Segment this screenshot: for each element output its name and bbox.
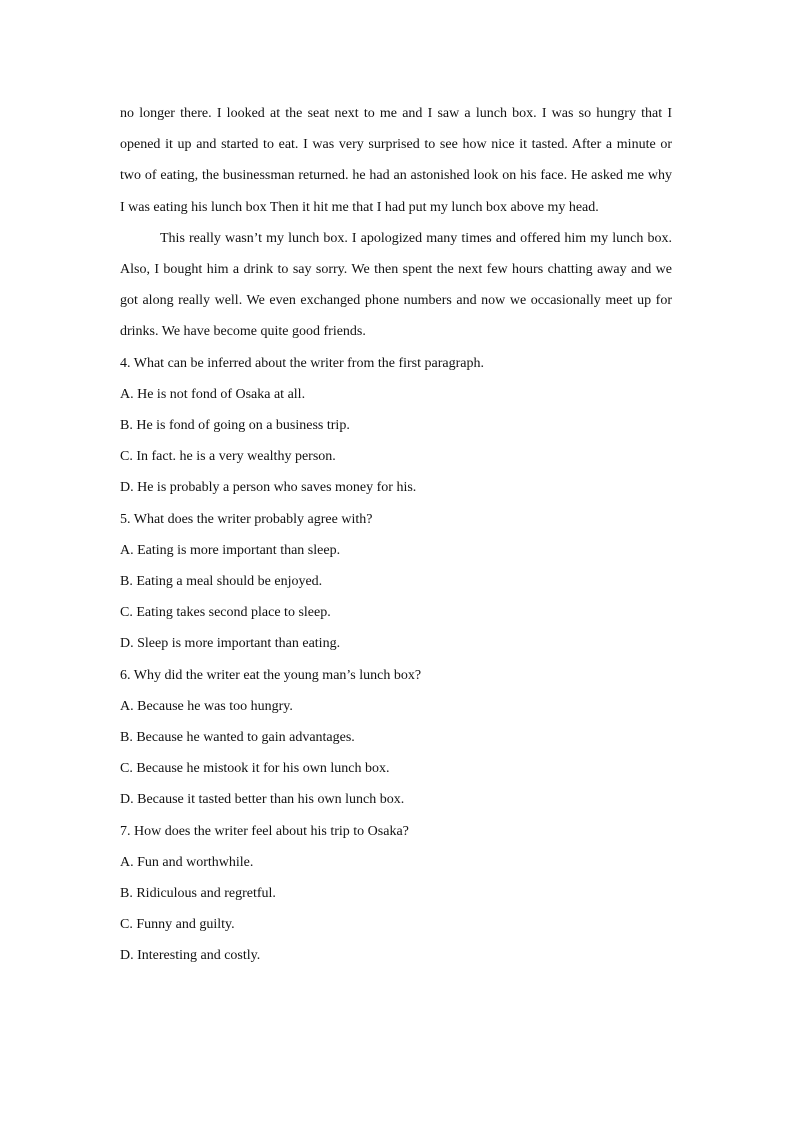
answer-option: C. Because he mistook it for his own lunch box.: [120, 761, 390, 777]
question-6: [120, 660, 672, 816]
answer-option: B. He is fond of going on a business trip.: [120, 418, 350, 434]
answer-option: D. Sleep is more important than eating.: [120, 636, 341, 652]
question-stem: 7. How does the writer feel about his trip to Osaka?: [120, 823, 409, 839]
answer-option: C. In fact. he is a very wealthy person.: [120, 449, 336, 465]
answer-option: A. He is not fond of Osaka at all.: [120, 386, 306, 402]
question-stem: 4. What can be inferred about the writer from the first paragraph.: [120, 355, 484, 371]
question-7: [120, 816, 672, 972]
answer-option: A. Eating is more important than sleep.: [120, 542, 341, 558]
answer-option: D. Because it tasted better than his own lunch box.: [120, 792, 405, 808]
answer-option: B. Eating a meal should be enjoyed.: [120, 574, 323, 590]
passage-paragraph: This really wasn’t my lunch box. I apologized many times and offered him my lunch box. Also, I bought him a drink to say sorry. We then spent the next few hours chatting away and we got along really well. We even exchanged phone numbers and now we occasionally meet up for drinks. We have become quite good friends.: [120, 230, 672, 340]
answer-option: B. Ridiculous and regretful.: [120, 886, 276, 902]
answer-option: C. Eating takes second place to sleep.: [120, 605, 331, 621]
question-5: [120, 504, 672, 660]
page-content: [120, 98, 672, 972]
question-4: [120, 348, 672, 504]
passage-paragraph: no longer there. I looked at the seat next to me and I saw a lunch box. I was so hungry that I opened it up and started to eat. I was very surprised to see how nice it tasted. After a minute or two of eating, the businessman returned. he had an astonished look on his face. He asked me why I was eating his lunch box Then it hit me that I had put my lunch box above my head.: [120, 106, 672, 215]
answer-option: C. Funny and guilty.: [120, 917, 235, 933]
answer-option: D. He is probably a person who saves money for his.: [120, 480, 417, 496]
answer-option: B. Because he wanted to gain advantages.: [120, 730, 355, 746]
answer-option: A. Because he was too hungry.: [120, 698, 293, 714]
answer-option: D. Interesting and costly.: [120, 948, 261, 964]
question-stem: 6. Why did the writer eat the young man’s lunch box?: [120, 667, 422, 683]
question-stem: 5. What does the writer probably agree with?: [120, 511, 373, 527]
answer-option: A. Fun and worthwhile.: [120, 854, 254, 870]
